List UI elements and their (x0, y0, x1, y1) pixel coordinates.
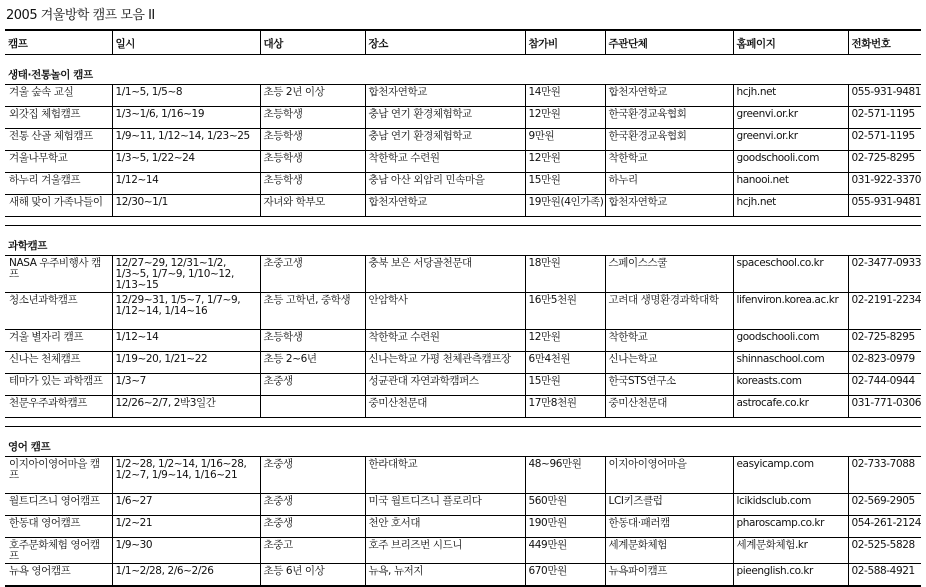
organizer-cell: 한국STS연구소 (605, 374, 733, 396)
location-cell: 뉴욕, 뉴저지 (365, 564, 525, 587)
target-cell: 자녀와 학부모 (260, 195, 365, 217)
homepage-cell: lifenviron.korea.ac.kr (733, 293, 848, 330)
dates-cell: 1/12~14 (112, 330, 260, 352)
dates-cell: 1/6~27 (112, 494, 260, 516)
target-cell: 초등학생 (260, 151, 365, 173)
column-header: 참가비 (525, 30, 605, 55)
location-cell: 중미산천문대 (365, 396, 525, 418)
phone-cell: 02-2191-2234 (848, 293, 921, 330)
phone-cell: 02-823-0979 (848, 352, 921, 374)
dates-cell: 1/1~5, 1/5~8 (112, 85, 260, 107)
camp-cell: 이지아이영어마을 캠프 (5, 457, 112, 494)
homepage-cell: goodschooli.com (733, 151, 848, 173)
homepage-cell: hcjh.net (733, 85, 848, 107)
table-row (5, 256, 921, 293)
homepage-cell: pharoscamp.co.kr (733, 516, 848, 538)
target-cell: 초중생 (260, 516, 365, 538)
organizer-cell: LCI키즈클럽 (605, 494, 733, 516)
homepage-cell: goodschooli.com (733, 330, 848, 352)
camp-cell: 뉴욕 영어캠프 (5, 564, 112, 587)
table-row (5, 457, 921, 494)
section-header-row (5, 55, 921, 85)
homepage-cell: greenvi.or.kr (733, 129, 848, 151)
organizer-cell: 뉴욕파이캠프 (605, 564, 733, 587)
dates-cell: 1/3~5, 1/22~24 (112, 151, 260, 173)
organizer-cell: 하누리 (605, 173, 733, 195)
dates-cell: 1/2~21 (112, 516, 260, 538)
phone-cell: 02-571-1195 (848, 107, 921, 129)
dates-cell: 12/27~29, 12/31~1/2, 1/3~5, 1/7~9, 1/10~12, 1/13~15 (112, 256, 260, 293)
camp-cell: 월트디즈니 영어캠프 (5, 494, 112, 516)
homepage-cell: 세계문화체험.kr (733, 538, 848, 564)
section-header-row (5, 226, 921, 256)
target-cell: 초중고생 (260, 256, 365, 293)
phone-cell: 031-771-0306 (848, 396, 921, 418)
camp-cell: 테마가 있는 과학캠프 (5, 374, 112, 396)
phone-cell: 054-261-2124 (848, 516, 921, 538)
fee-cell: 6만4천원 (525, 352, 605, 374)
camp-cell: 호주문화체험 영어캠프 (5, 538, 112, 564)
homepage-cell: pieenglish.co.kr (733, 564, 848, 587)
dates-cell: 1/19~20, 1/21~22 (112, 352, 260, 374)
section-header-row (5, 427, 921, 457)
homepage-cell: spaceschool.co.kr (733, 256, 848, 293)
organizer-cell: 중미산천문대 (605, 396, 733, 418)
location-cell: 안암학사 (365, 293, 525, 330)
organizer-cell: 스페이스스쿨 (605, 256, 733, 293)
fee-cell: 19만원(4인가족) (525, 195, 605, 217)
table-row (5, 396, 921, 418)
table-row (5, 151, 921, 173)
dates-cell: 1/1~2/28, 2/6~2/26 (112, 564, 260, 587)
fee-cell: 15만원 (525, 374, 605, 396)
camp-cell: 천문우주과학캠프 (5, 396, 112, 418)
phone-cell: 02-725-8295 (848, 330, 921, 352)
target-cell: 초등 2년 이상 (260, 85, 365, 107)
camp-cell: 하누리 겨울캠프 (5, 173, 112, 195)
section-spacer (5, 418, 921, 427)
location-cell: 호주 브리즈번 시드니 (365, 538, 525, 564)
table-row (5, 85, 921, 107)
phone-cell: 031-922-3370 (848, 173, 921, 195)
target-cell: 초등학생 (260, 129, 365, 151)
fee-cell: 12만원 (525, 151, 605, 173)
table-row (5, 173, 921, 195)
fee-cell: 190만원 (525, 516, 605, 538)
phone-cell: 02-569-2905 (848, 494, 921, 516)
fee-cell: 12만원 (525, 107, 605, 129)
homepage-cell: koreasts.com (733, 374, 848, 396)
phone-cell: 02-571-1195 (848, 129, 921, 151)
location-cell: 충남 연기 환경체험학교 (365, 107, 525, 129)
phone-cell: 02-725-8295 (848, 151, 921, 173)
organizer-cell: 한국환경교육협회 (605, 129, 733, 151)
phone-cell: 02-525-5828 (848, 538, 921, 564)
camp-cell: 겨울 숲속 교실 (5, 85, 112, 107)
dates-cell: 1/3~7 (112, 374, 260, 396)
camp-cell: NASA 우주비행사 캠프 (5, 256, 112, 293)
fee-cell: 17만8천원 (525, 396, 605, 418)
target-cell: 초등 2~6년 (260, 352, 365, 374)
column-header: 대상 (260, 30, 365, 55)
fee-cell: 16만5천원 (525, 293, 605, 330)
location-cell: 착한학교 수련원 (365, 330, 525, 352)
dates-cell: 1/2~28, 1/2~14, 1/16~28, 1/2~7, 1/9~14, 1/16~21 (112, 457, 260, 494)
camp-cell: 한동대 영어캠프 (5, 516, 112, 538)
location-cell: 미국 월트디즈니 플로리다 (365, 494, 525, 516)
homepage-cell: easyicamp.com (733, 457, 848, 494)
dates-cell: 12/26~2/7, 2박3일간 (112, 396, 260, 418)
table-row (5, 293, 921, 330)
table-row (5, 107, 921, 129)
section-title: 영어 캠프 (5, 427, 921, 457)
phone-cell: 02-588-4921 (848, 564, 921, 587)
organizer-cell: 신나는학교 (605, 352, 733, 374)
location-cell: 합천자연학교 (365, 85, 525, 107)
table-row (5, 330, 921, 352)
table-row (5, 352, 921, 374)
target-cell: 초등학생 (260, 173, 365, 195)
camp-cell: 새해 맞이 가족나들이 (5, 195, 112, 217)
target-cell: 초등학생 (260, 107, 365, 129)
dates-cell: 1/12~14 (112, 173, 260, 195)
page-title: 2005 겨울방학 캠프 모음 II (6, 8, 155, 23)
spacer-cell (5, 217, 921, 226)
location-cell: 신나는학교 가평 천체관측캠프장 (365, 352, 525, 374)
target-cell (260, 396, 365, 418)
dates-cell: 12/29~31, 1/5~7, 1/7~9, 1/12~14, 1/14~16 (112, 293, 260, 330)
fee-cell: 15만원 (525, 173, 605, 195)
fee-cell: 12만원 (525, 330, 605, 352)
section-spacer (5, 217, 921, 226)
column-header: 장소 (365, 30, 525, 55)
target-cell: 초중생 (260, 457, 365, 494)
location-cell: 충남 연기 환경체험학교 (365, 129, 525, 151)
camp-cell: 겨울 별자리 캠프 (5, 330, 112, 352)
camp-cell: 신나는 천체캠프 (5, 352, 112, 374)
homepage-cell: lcikidsclub.com (733, 494, 848, 516)
table-header-row (5, 30, 921, 55)
homepage-cell: shinnaschool.com (733, 352, 848, 374)
column-header: 캠프 (5, 30, 112, 55)
phone-cell: 055-931-9481 (848, 195, 921, 217)
organizer-cell: 착한학교 (605, 151, 733, 173)
phone-cell: 02-3477-0933 (848, 256, 921, 293)
fee-cell: 670만원 (525, 564, 605, 587)
section-title: 생태·전통놀이 캠프 (5, 55, 921, 85)
organizer-cell: 한국환경교육협회 (605, 107, 733, 129)
fee-cell: 9만원 (525, 129, 605, 151)
target-cell: 초중생 (260, 374, 365, 396)
location-cell: 착한학교 수련원 (365, 151, 525, 173)
column-header: 주관단체 (605, 30, 733, 55)
phone-cell: 02-744-0944 (848, 374, 921, 396)
location-cell: 천안 호서대 (365, 516, 525, 538)
location-cell: 한라대학교 (365, 457, 525, 494)
location-cell: 합천자연학교 (365, 195, 525, 217)
target-cell: 초중생 (260, 494, 365, 516)
column-header: 일시 (112, 30, 260, 55)
camp-cell: 청소년과학캠프 (5, 293, 112, 330)
organizer-cell: 합천자연학교 (605, 195, 733, 217)
table-row (5, 195, 921, 217)
organizer-cell: 이지아이영어마을 (605, 457, 733, 494)
column-header: 전화번호 (848, 30, 921, 55)
location-cell: 충남 아산 외암리 민속마을 (365, 173, 525, 195)
table-row (5, 494, 921, 516)
homepage-cell: astrocafe.co.kr (733, 396, 848, 418)
camp-cell: 겨울나무학교 (5, 151, 112, 173)
organizer-cell: 세계문화체험 (605, 538, 733, 564)
table-row (5, 374, 921, 396)
spacer-cell (5, 418, 921, 427)
phone-cell: 02-733-7088 (848, 457, 921, 494)
table-row (5, 538, 921, 564)
dates-cell: 1/9~11, 1/12~14, 1/23~25 (112, 129, 260, 151)
camp-table (5, 29, 921, 587)
dates-cell: 1/9~30 (112, 538, 260, 564)
organizer-cell: 고려대 생명환경과학대학 (605, 293, 733, 330)
target-cell: 초등학생 (260, 330, 365, 352)
table-row (5, 129, 921, 151)
dates-cell: 12/30~1/1 (112, 195, 260, 217)
fee-cell: 14만원 (525, 85, 605, 107)
organizer-cell: 합천자연학교 (605, 85, 733, 107)
fee-cell: 48~96만원 (525, 457, 605, 494)
table-row (5, 516, 921, 538)
target-cell: 초중고 (260, 538, 365, 564)
table-row (5, 564, 921, 587)
location-cell: 충북 보은 서당골천문대 (365, 256, 525, 293)
fee-cell: 560만원 (525, 494, 605, 516)
phone-cell: 055-931-9481 (848, 85, 921, 107)
fee-cell: 18만원 (525, 256, 605, 293)
camp-cell: 전통 산골 체험캠프 (5, 129, 112, 151)
organizer-cell: 한동대·패러캠 (605, 516, 733, 538)
homepage-cell: hanooi.net (733, 173, 848, 195)
fee-cell: 449만원 (525, 538, 605, 564)
homepage-cell: hcjh.net (733, 195, 848, 217)
dates-cell: 1/3~1/6, 1/16~19 (112, 107, 260, 129)
camp-cell: 외갓집 체험캠프 (5, 107, 112, 129)
section-title: 과학캠프 (5, 226, 921, 256)
location-cell: 성균관대 자연과학캠퍼스 (365, 374, 525, 396)
homepage-cell: greenvi.or.kr (733, 107, 848, 129)
target-cell: 초등 고학년, 중학생 (260, 293, 365, 330)
column-header: 홈페이지 (733, 30, 848, 55)
target-cell: 초등 6년 이상 (260, 564, 365, 587)
organizer-cell: 착한학교 (605, 330, 733, 352)
